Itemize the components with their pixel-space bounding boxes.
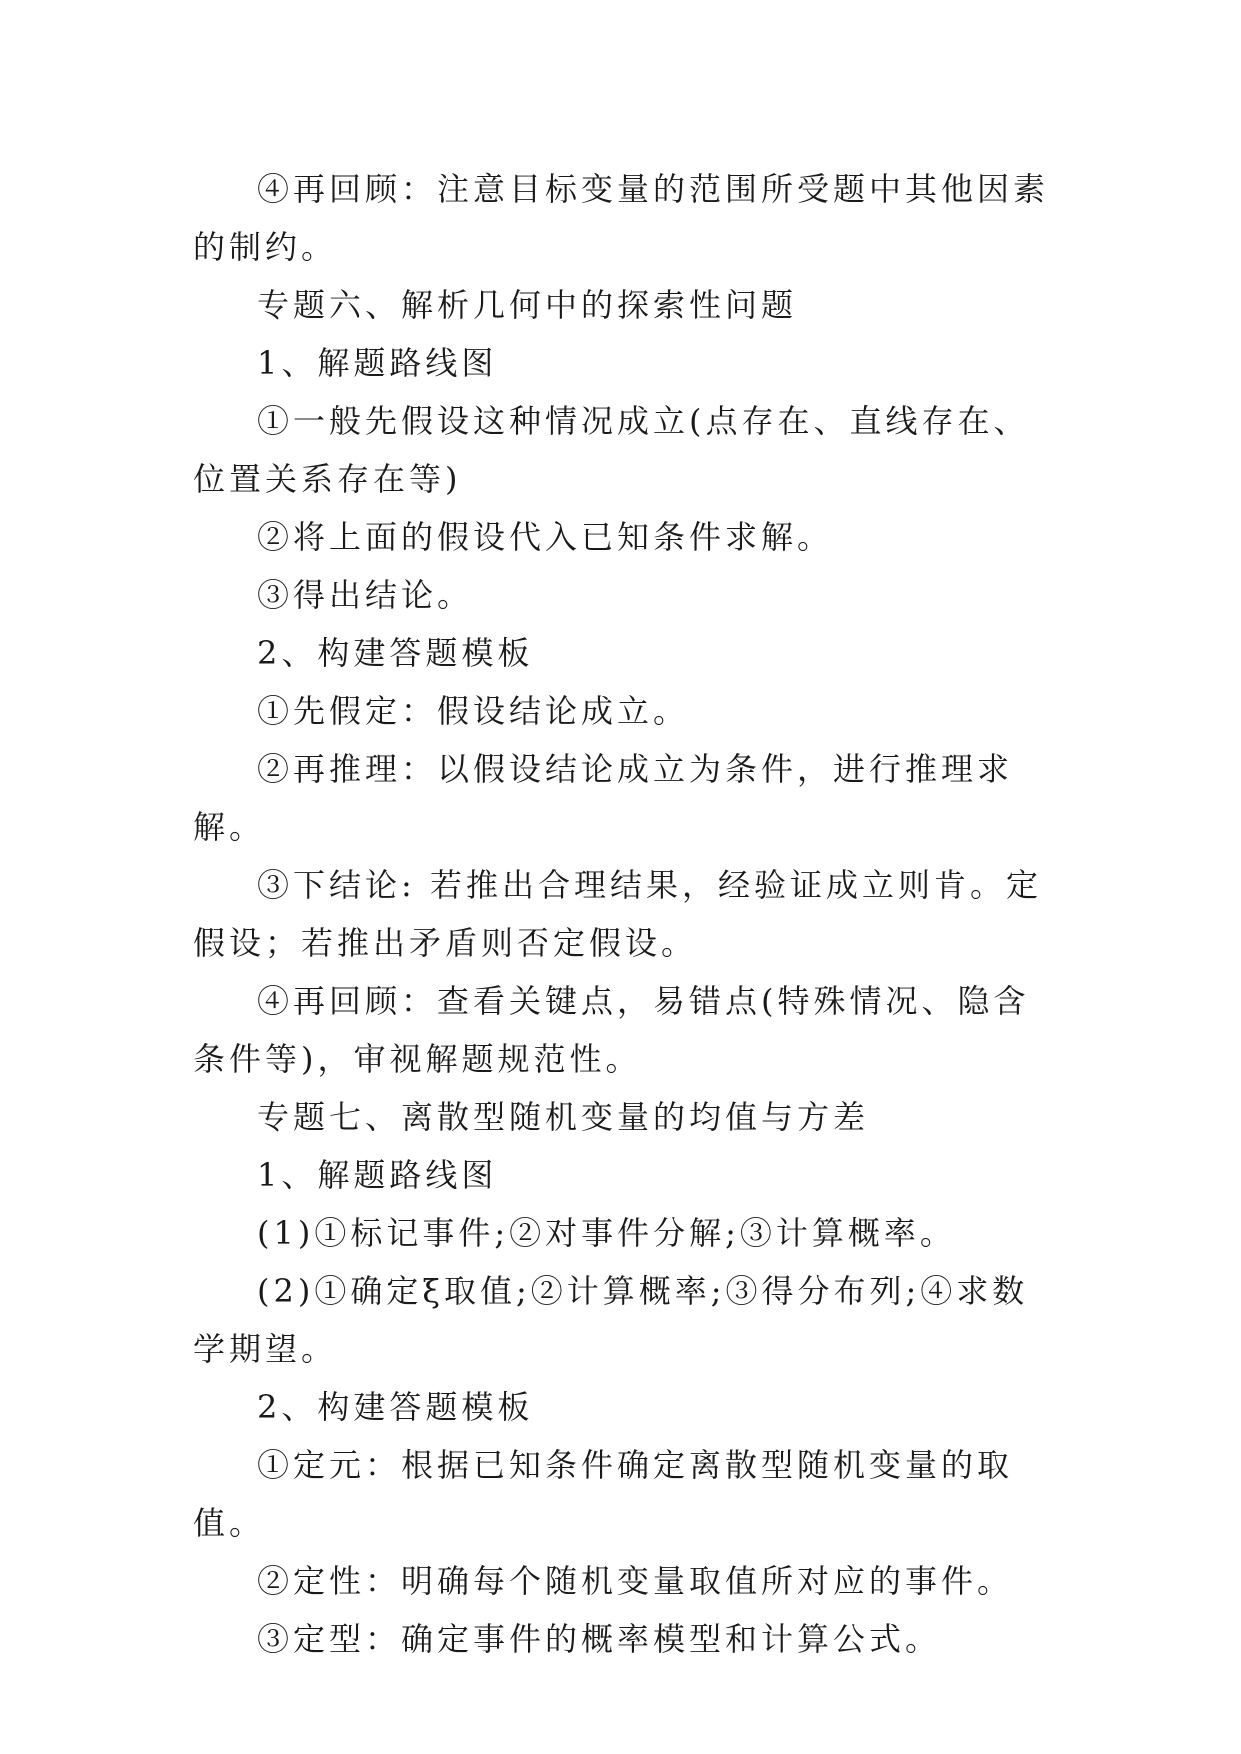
paragraph-route-step-1: (1)①标记事件;②对事件分解;③计算概率。 — [257, 1214, 956, 1252]
paragraph-draw-conclusion: ③得出结论。 — [257, 576, 474, 614]
subheading-answer-template-2: 2、构建答题模板 — [257, 1388, 534, 1426]
paragraph-assume-case: ①一般先假设这种情况成立(点存在、直线存在、位置关系存在等) — [193, 402, 1030, 498]
heading-topic-six: 专题六、解析几何中的探索性问题 — [257, 286, 798, 324]
paragraph-define-variable: ①定元：根据已知条件确定离散型随机变量的取值。 — [193, 1446, 1014, 1542]
paragraph-define-events: ②定性：明确每个随机变量取值所对应的事件。 — [257, 1562, 1014, 1600]
paragraph-route-step-2: (2)①确定ξ取值;②计算概率;③得分布列;④求数学期望。 — [193, 1272, 1029, 1368]
paragraph-review-check: ④再回顾：查看关键点，易错点(特殊情况、隐含条件等)，审视解题规范性。 — [193, 982, 1030, 1078]
paragraph-define-model: ③定型：确定事件的概率模型和计算公式。 — [257, 1620, 942, 1658]
heading-topic-seven: 专题七、离散型随机变量的均值与方差 — [257, 1098, 870, 1136]
paragraph-conclusion: ③下结论: 若推出合理结果，经验证成立则肯。定假设；若推出矛盾则否定假设。 — [193, 866, 1042, 962]
subheading-solution-route-2: 1、解题路线图 — [257, 1156, 498, 1194]
paragraph-substitute-assumption: ②将上面的假设代入已知条件求解。 — [257, 518, 834, 556]
paragraph-review-constraint: ④再回顾：注意目标变量的范围所受题中其他因素的制约。 — [193, 170, 1050, 266]
subheading-solution-route-1: 1、解题路线图 — [257, 344, 498, 382]
paragraph-assume-first: ①先假定：假设结论成立。 — [257, 692, 690, 730]
subheading-answer-template-1: 2、构建答题模板 — [257, 634, 534, 672]
document-body — [193, 160, 1053, 1668]
paragraph-reasoning: ②再推理：以假设结论成立为条件，进行推理求解。 — [193, 750, 1014, 846]
